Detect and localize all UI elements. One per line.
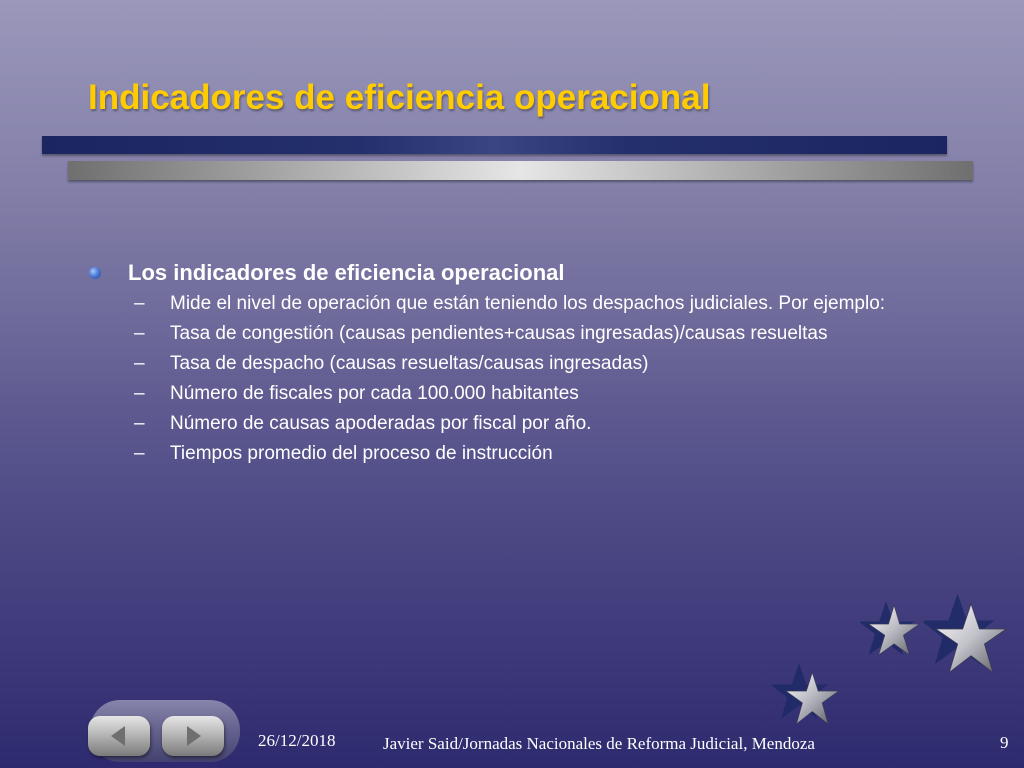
main-bullet-text: Los indicadores de eficiencia operacional bbox=[128, 260, 565, 285]
main-bullet bbox=[86, 258, 966, 288]
title-divider-silver bbox=[68, 161, 973, 180]
sub-bullet bbox=[86, 290, 966, 317]
star-icon bbox=[924, 588, 1008, 680]
footer-text: Javier Said/Jornadas Nacionales de Reforma Judicial, Mendoza bbox=[383, 734, 815, 753]
slide-content bbox=[86, 258, 966, 470]
sub-bullet-text: Tasa de despacho (causas resueltas/causas ingresadas) bbox=[170, 353, 649, 374]
footer-date: 26/12/2018 bbox=[258, 731, 336, 750]
dash-marker: – bbox=[134, 353, 145, 374]
sub-bullet-text: Tiempos promedio del proceso de instrucción bbox=[170, 443, 553, 464]
arrow-left-icon bbox=[107, 724, 131, 748]
page-number: 9 bbox=[1000, 733, 1009, 752]
sub-bullet bbox=[86, 410, 966, 437]
sub-bullet-list bbox=[86, 290, 966, 467]
sub-bullet-text: Mide el nivel de operación que están teniendo los despachos judiciales. Por ejemplo: bbox=[170, 293, 886, 314]
star-icon bbox=[772, 662, 842, 728]
bullet-dot-icon bbox=[89, 267, 101, 279]
arrow-right-icon bbox=[181, 724, 205, 748]
dash-marker: – bbox=[134, 443, 145, 464]
sub-bullet bbox=[86, 440, 966, 467]
dash-marker: – bbox=[134, 293, 145, 314]
sub-bullet bbox=[86, 320, 966, 347]
star-icon bbox=[860, 598, 922, 660]
next-slide-button[interactable] bbox=[162, 716, 224, 756]
sub-bullet-text: Número de causas apoderadas por fiscal por año. bbox=[170, 413, 592, 434]
sub-bullet-text: Tasa de congestión (causas pendientes+causas ingresadas)/causas resueltas bbox=[170, 323, 828, 344]
title-divider-dark bbox=[42, 136, 947, 154]
dash-marker: – bbox=[134, 323, 145, 344]
previous-slide-button[interactable] bbox=[88, 716, 150, 756]
sub-bullet bbox=[86, 380, 966, 407]
slide-title: Indicadores de eficiencia operacional bbox=[88, 78, 711, 117]
sub-bullet-text: Número de fiscales por cada 100.000 habitantes bbox=[170, 383, 579, 404]
dash-marker: – bbox=[134, 383, 145, 404]
dash-marker: – bbox=[134, 413, 145, 434]
sub-bullet bbox=[86, 350, 966, 377]
